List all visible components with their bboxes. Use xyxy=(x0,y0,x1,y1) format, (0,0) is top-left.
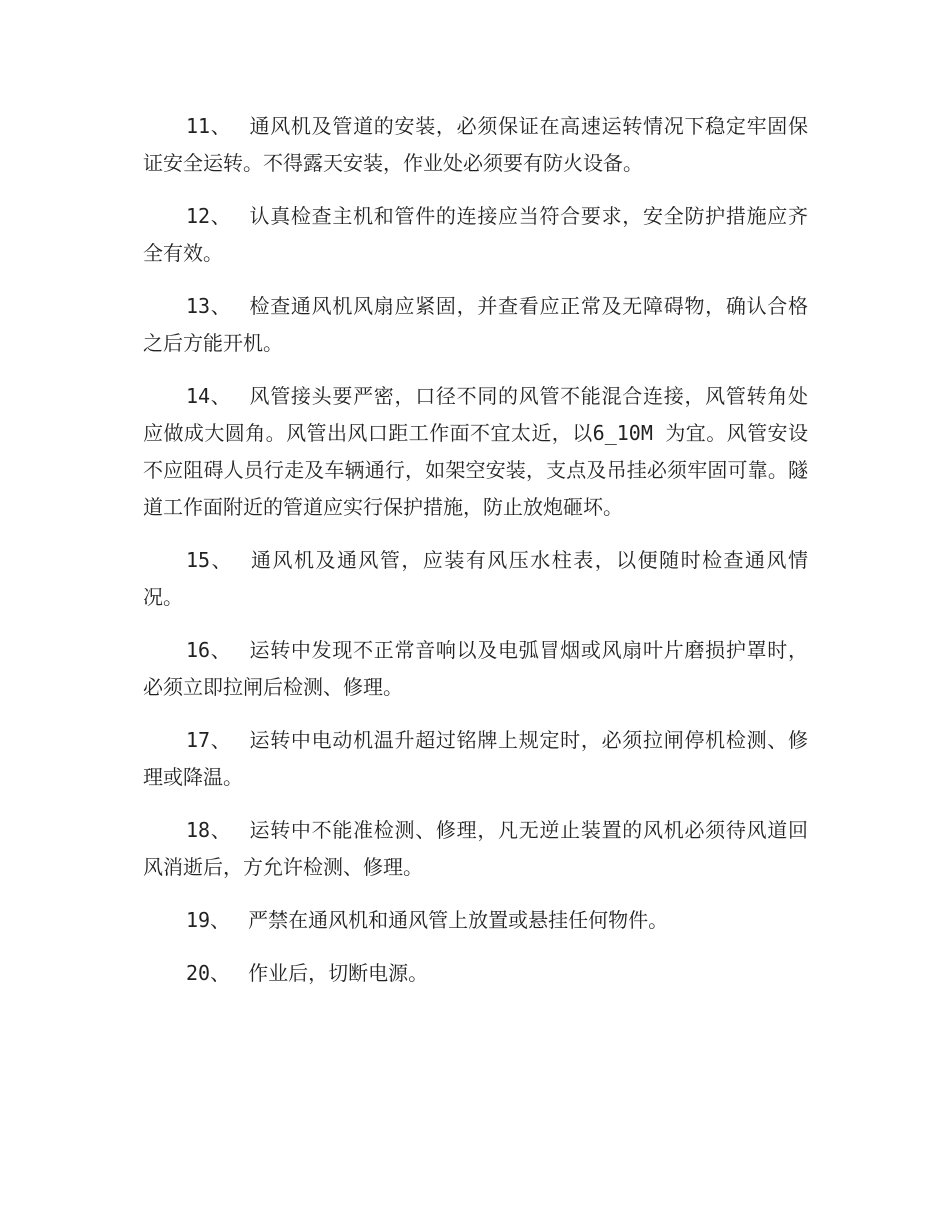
item-number: 15、 xyxy=(186,548,234,572)
list-item xyxy=(143,288,808,362)
item-text: 认真检查主机和管件的连接应当符合要求，安全防护措施应齐全有效。 xyxy=(143,204,808,265)
item-text: 通风机及通风管，应装有风压水柱表，以便随时检查通风情况。 xyxy=(143,548,808,609)
item-number: 17、 xyxy=(186,728,232,752)
list-item xyxy=(143,198,808,272)
list-item xyxy=(143,955,808,992)
item-number: 16、 xyxy=(186,638,232,662)
list-item xyxy=(143,378,808,526)
list-item xyxy=(143,542,808,616)
list-item xyxy=(143,108,808,182)
item-text: 运转中电动机温升超过铭牌上规定时，必须拉闸停机检测、修理或降温。 xyxy=(143,728,808,789)
item-number: 11、 xyxy=(186,114,232,138)
item-text: 风管接头要严密，口径不同的风管不能混合连接，风管转角处应做成大圆角。风管出风口距工作面不宜太近，以6_10M 为宜。风管安设不应阻碍人员行走及车辆通行，如架空安装，支点及吊挂必须牢固可靠。隧道工作面附近的管道应实行保护措施，防止放炮砸坏。 xyxy=(143,384,808,519)
item-text: 通风机及管道的安装，必须保证在高速运转情况下稳定牢固保证安全运转。不得露天安装，作业处必须要有防火设备。 xyxy=(143,114,808,175)
numbered-item-list xyxy=(143,108,808,1008)
item-number: 14、 xyxy=(186,384,232,408)
list-item xyxy=(143,722,808,796)
list-item xyxy=(143,812,808,886)
item-number: 18、 xyxy=(186,818,232,842)
list-item xyxy=(143,632,808,706)
item-number: 19、 xyxy=(186,908,231,932)
item-number: 20、 xyxy=(186,961,231,985)
item-text: 检查通风机风扇应紧固，并查看应正常及无障碍物，确认合格之后方能开机。 xyxy=(143,294,808,355)
item-number: 12、 xyxy=(186,204,232,228)
item-text: 严禁在通风机和通风管上放置或悬挂任何物件。 xyxy=(248,908,669,932)
item-text: 运转中不能准检测、修理，凡无逆止装置的风机必须待风道回风消逝后，方允许检测、修理。 xyxy=(143,818,808,879)
item-text: 运转中发现不正常音响以及电弧冒烟或风扇叶片磨损护罩时，必须立即拉闸后检测、修理。 xyxy=(143,638,808,699)
item-text: 作业后，切断电源。 xyxy=(248,961,429,985)
item-number: 13、 xyxy=(186,294,232,318)
list-item xyxy=(143,902,808,939)
